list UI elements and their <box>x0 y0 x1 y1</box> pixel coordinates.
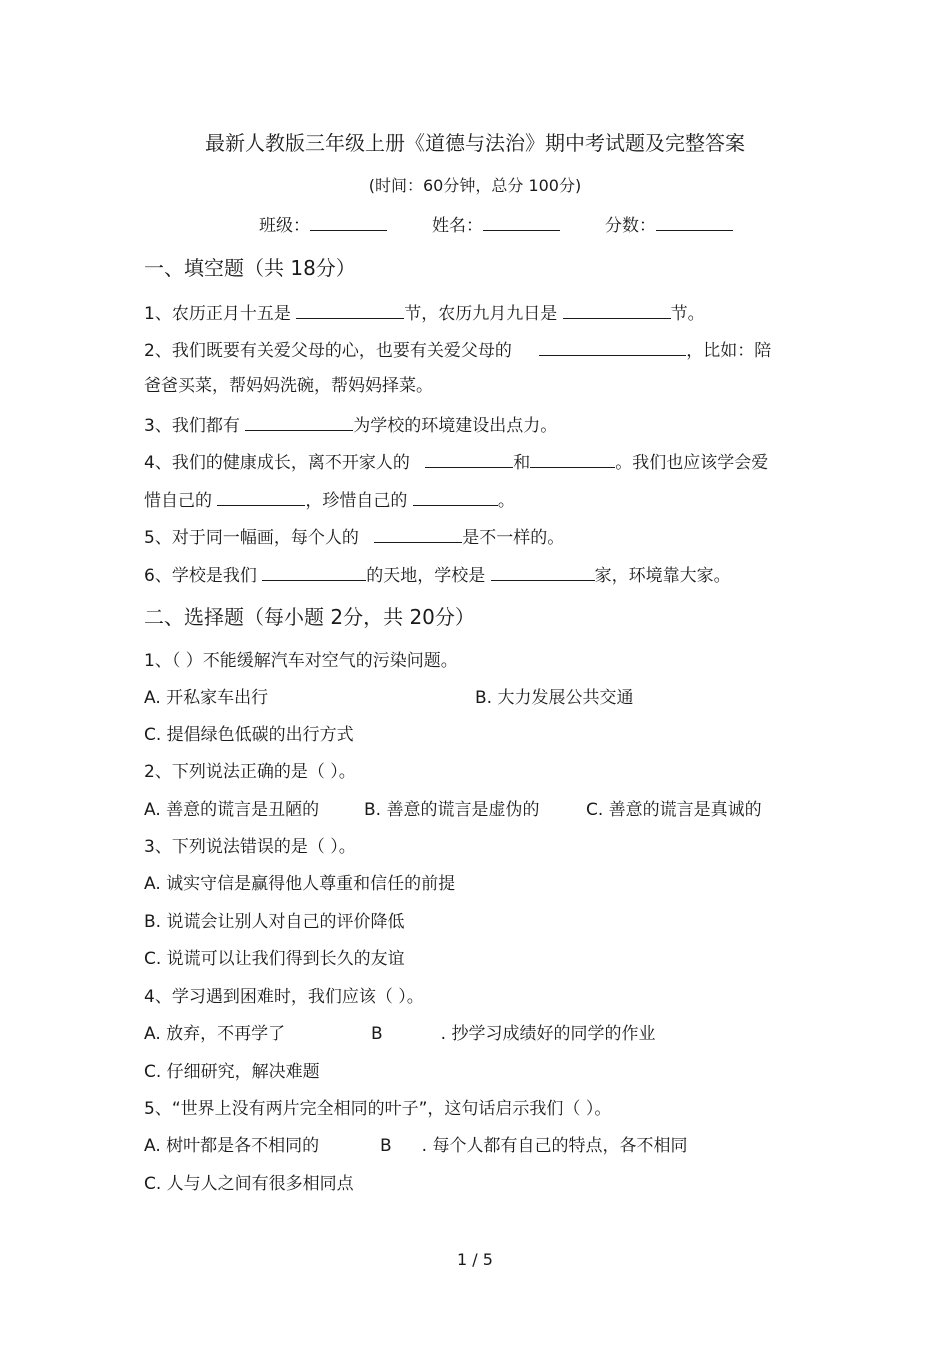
q6-blank-1[interactable] <box>262 563 366 581</box>
page-title: 最新人教版三年级上册《道德与法治》期中考试题及完整答案 <box>205 131 745 155</box>
exam-meta: (时间：60分钟，总分 100分) <box>368 176 582 195</box>
choice-q2-option-c[interactable]: C. 善意的谎言是真诚的 <box>586 800 762 820</box>
choice-q5-option-a[interactable]: A. 树叶都是各不相同的 <box>144 1136 320 1156</box>
fill-question-6 <box>144 563 731 587</box>
q5-text-b: 是不一样的。 <box>462 528 565 548</box>
q6-text-a: 6、学校是我们 <box>144 566 257 586</box>
section-choice-heading: 二、选择题（每小题 2分，共 20分） <box>144 605 475 629</box>
choice-question-2-stem: 2、下列说法正确的是（ ）。 <box>144 762 356 782</box>
q3-blank-1[interactable] <box>245 413 353 431</box>
q2-text-a: 2、我们既要有关爱父母的心，也要有关爱父母的 <box>144 341 512 361</box>
fill-question-2-cont: 爸爸买菜，帮妈妈洗碗，帮妈妈择菜。 <box>144 376 433 396</box>
q1-text-c: 节。 <box>670 304 705 324</box>
q6-text-c: 家，环境靠大家。 <box>594 566 731 586</box>
q3-text-b: 为学校的环境建设出点力。 <box>353 416 558 436</box>
name-blank[interactable] <box>483 213 560 231</box>
score-label: 分数： <box>605 216 656 236</box>
choice-q5-option-c[interactable]: C. 人与人之间有很多相同点 <box>144 1174 354 1194</box>
choice-q4-option-a[interactable]: A. 放弃，不再学了 <box>144 1024 286 1044</box>
name-label: 姓名： <box>432 216 483 236</box>
fill-question-4-cont <box>144 488 515 512</box>
q4-blank-2[interactable] <box>530 450 615 468</box>
choice-question-1-stem: 1、（ ）不能缓解汽车对空气的污染问题。 <box>144 651 458 671</box>
choice-q2-option-a[interactable]: A. 善意的谎言是丑陋的 <box>144 800 320 820</box>
q1-text-b: 节，农历九月九日是 <box>404 304 558 324</box>
class-label: 班级： <box>259 216 310 236</box>
q2-blank-1[interactable] <box>539 338 686 356</box>
q4-text-f: 。 <box>497 491 515 511</box>
fill-question-3 <box>144 413 557 437</box>
q4-blank-3[interactable] <box>217 488 305 506</box>
choice-q1-option-a[interactable]: A. 开私家车出行 <box>144 688 269 708</box>
q4-text-c: 。我们也应该学会爱 <box>615 453 769 473</box>
score-field <box>605 213 733 237</box>
choice-q1-option-c[interactable]: C. 提倡绿色低碳的出行方式 <box>144 725 354 745</box>
choice-question-3-stem: 3、下列说法错误的是（ ）。 <box>144 837 356 857</box>
q4-text-e: ，珍惜自己的 <box>305 491 408 511</box>
name-field <box>432 213 560 237</box>
choice-q3-option-b[interactable]: B. 说谎会让别人对自己的评价降低 <box>144 912 405 932</box>
q5-text-a: 5、对于同一幅画，每个人的 <box>144 528 359 548</box>
page-number: 1 / 5 <box>457 1250 493 1269</box>
choice-q1-option-b[interactable]: B. 大力发展公共交通 <box>475 688 634 708</box>
choice-q5-option-b[interactable] <box>380 1135 687 1157</box>
fill-question-5 <box>144 525 564 549</box>
q3-text-a: 3、我们都有 <box>144 416 240 436</box>
choice-question-5-stem: 5、“世界上没有两片完全相同的叶子”，这句话启示我们（ ）。 <box>144 1099 612 1119</box>
section-fill-blank-heading: 一、填空题（共 18分） <box>144 256 356 280</box>
q1-blank-2[interactable] <box>563 301 671 319</box>
q5-blank-1[interactable] <box>374 525 462 543</box>
q4-text-a: 4、我们的健康成长，离不开家人的 <box>144 453 410 473</box>
choice-question-4-stem: 4、学习遇到困难时，我们应该（ ）。 <box>144 987 424 1007</box>
q4-text-d: 惜自己的 <box>144 491 212 511</box>
choice-q5-option-b-text: . 每个人都有自己的特点，各不相同 <box>421 1136 688 1156</box>
class-field <box>259 213 387 237</box>
q1-text-a: 1、农历正月十五是 <box>144 304 291 324</box>
q4-blank-1[interactable] <box>425 450 513 468</box>
choice-q2-option-b[interactable]: B. 善意的谎言是虚伪的 <box>364 800 540 820</box>
choice-q3-option-a[interactable]: A. 诚实守信是赢得他人尊重和信任的前提 <box>144 874 456 894</box>
choice-q4-option-b-letter: B <box>371 1024 383 1044</box>
q4-text-b: 和 <box>513 453 531 473</box>
class-blank[interactable] <box>310 213 387 231</box>
q4-blank-4[interactable] <box>413 488 498 506</box>
choice-q5-option-b-letter: B <box>380 1136 392 1156</box>
choice-q4-option-b[interactable] <box>371 1023 655 1045</box>
score-blank[interactable] <box>656 213 733 231</box>
fill-question-2 <box>144 338 771 362</box>
fill-question-4 <box>144 450 768 474</box>
choice-q4-option-c[interactable]: C. 仔细研究，解决难题 <box>144 1062 320 1082</box>
choice-q4-option-b-text: . 抄学习成绩好的同学的作业 <box>440 1024 656 1044</box>
q6-blank-2[interactable] <box>491 563 595 581</box>
q6-text-b: 的天地，学校是 <box>366 566 486 586</box>
fill-question-1 <box>144 301 705 325</box>
choice-q3-option-c[interactable]: C. 说谎可以让我们得到长久的友谊 <box>144 949 405 969</box>
q1-blank-1[interactable] <box>296 301 404 319</box>
q2-text-b: ，比如：陪 <box>686 341 772 361</box>
